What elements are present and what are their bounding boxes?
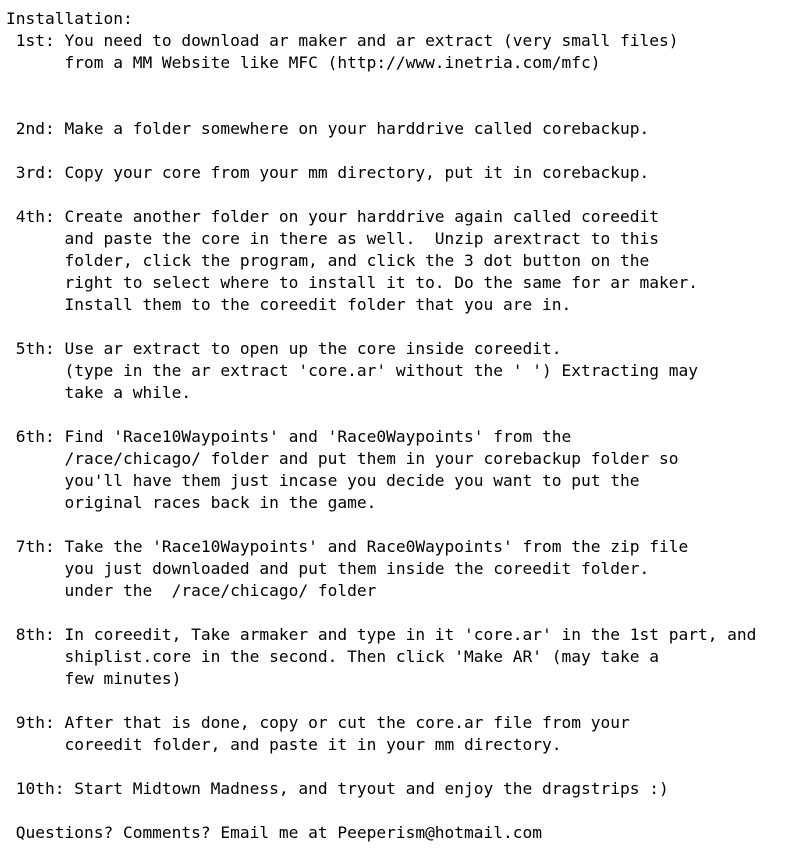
text-line: and paste the core in there as well. Unzip arextract to this — [6, 229, 659, 248]
text-line: coreedit folder, and paste it in your mm directory. — [6, 735, 562, 754]
text-line — [6, 756, 788, 778]
text-line — [6, 690, 788, 712]
text-line — [6, 140, 788, 162]
text-line: from a MM Website like MFC (http://www.inetria.com/mfc) — [6, 53, 601, 72]
text-line: 8th: In coreedit, Take armaker and type in it 'core.ar' in the 1st part, and — [6, 625, 757, 644]
text-line: Questions? Comments? Email me at Peeperism@hotmail.com — [6, 823, 543, 842]
text-line: 1st: You need to download ar maker and ar extract (very small files) — [6, 31, 679, 50]
text-line: 2nd: Make a folder somewhere on your harddrive called corebackup. — [6, 119, 650, 138]
text-line: take a while. — [6, 383, 192, 402]
text-line: original races back in the game. — [6, 493, 377, 512]
text-line — [6, 184, 788, 206]
text-line — [6, 602, 788, 624]
text-line: shiplist.core in the second. Then click 'Make AR' (may take a — [6, 647, 659, 666]
text-line — [6, 74, 788, 96]
text-line — [6, 96, 788, 118]
text-line: folder, click the program, and click the 3 dot button on the — [6, 251, 650, 270]
text-line: (type in the ar extract 'core.ar' without the ' ') Extracting may — [6, 361, 698, 380]
text-line: under the /race/chicago/ folder — [6, 581, 377, 600]
text-line: 10th: Start Midtown Madness, and tryout and enjoy the dragstrips :) — [6, 779, 669, 798]
text-line: few minutes) — [6, 669, 182, 688]
text-line: 5th: Use ar extract to open up the core inside coreedit. — [6, 339, 562, 358]
text-line — [6, 800, 788, 822]
text-line: Install them to the coreedit folder that you are in. — [6, 295, 572, 314]
text-line — [6, 514, 788, 536]
text-line: 4th: Create another folder on your harddrive again called coreedit — [6, 207, 659, 226]
text-line: 7th: Take the 'Race10Waypoints' and Race0Waypoints' from the zip file — [6, 537, 689, 556]
text-line: right to select where to install it to. Do the same for ar maker. — [6, 273, 698, 292]
text-line: you just downloaded and put them inside the coreedit folder. — [6, 559, 650, 578]
text-line — [6, 404, 788, 426]
text-line: 9th: After that is done, copy or cut the core.ar file from your — [6, 713, 630, 732]
text-line: 3rd: Copy your core from your mm directory, put it in corebackup. — [6, 163, 650, 182]
text-line: you'll have them just incase you decide you want to put the — [6, 471, 640, 490]
text-line — [6, 316, 788, 338]
text-line: Installation: — [6, 9, 133, 28]
text-line: /race/chicago/ folder and put them in your corebackup folder so — [6, 449, 679, 468]
text-line: 6th: Find 'Race10Waypoints' and 'Race0Waypoints' from the — [6, 427, 572, 446]
